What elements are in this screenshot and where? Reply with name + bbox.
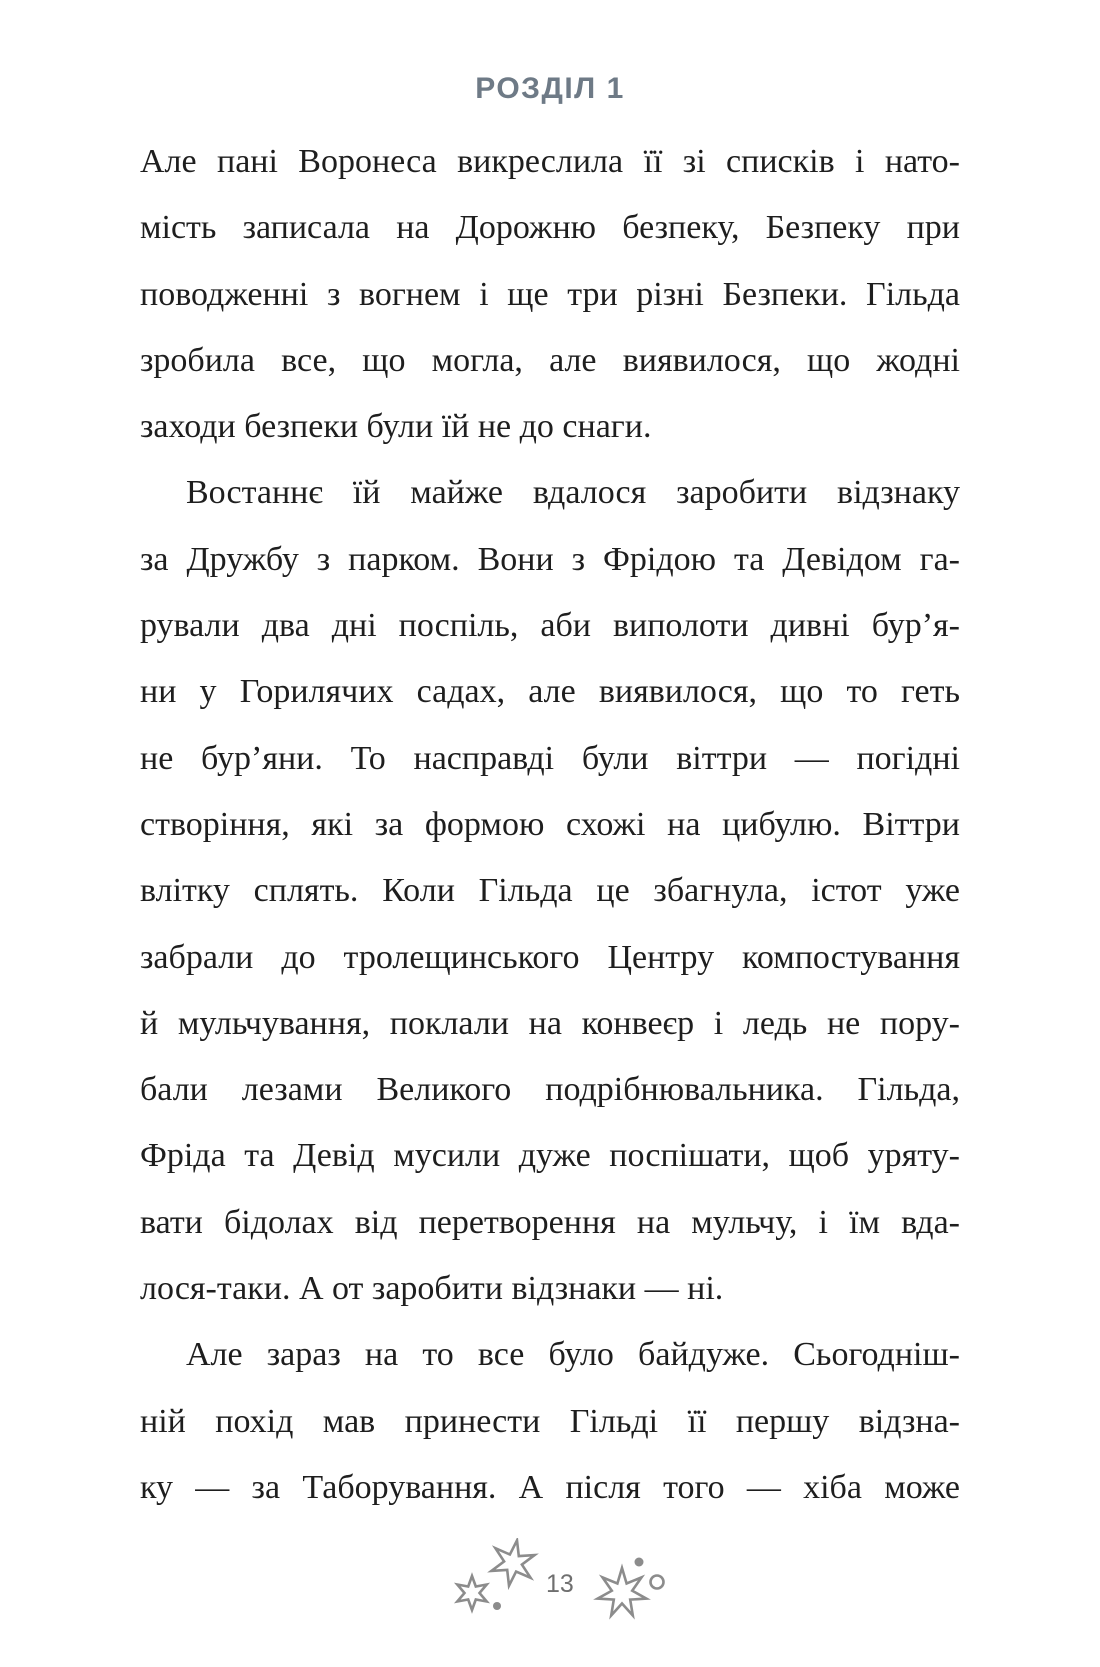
text-line: й мульчування, поклали на конвеєр і ледь не пору- [140, 1004, 960, 1042]
page-number: 13 [546, 1570, 574, 1598]
text-line: зробила все, що могла, але виявилося, що жодні [140, 341, 960, 379]
seven-point-star-icon [598, 1568, 647, 1616]
text-line: заходи безпеки були їй не до снаги. [140, 408, 652, 446]
text-line: ни у Горилячих садах, але виявилося, що то геть [140, 673, 960, 711]
text-line: мість записала на Дорожню безпеку, Безпеку при [140, 209, 960, 247]
chapter-heading: РОЗДІЛ 1 [475, 72, 625, 105]
text-line: ній похід мав принести Гільді її першу відзна- [140, 1402, 960, 1440]
dot-icon [493, 1602, 501, 1610]
text-line: Але зараз на то все було байдуже. Сьогодніш- [186, 1336, 960, 1374]
text-line: забрали до тролещинського Центру компостування [140, 938, 960, 976]
text-line: Востаннє їй майже вдалося заробити відзнаку [186, 474, 960, 512]
text-line: бали лезами Великого подрібнювальника. Гільда, [140, 1071, 960, 1109]
text-line: Але пані Воронеса викреслила її зі списків і нато- [140, 143, 960, 180]
footer-ornament-group [420, 1538, 680, 1633]
text-line: не бур’яни. То насправді були віттри — погідні [140, 739, 960, 777]
text-line: ку — за Таборування. А після того — хіба може [140, 1468, 960, 1506]
six-point-star-large-icon [491, 1540, 534, 1585]
page-footer [0, 1538, 1100, 1633]
dot-icon [635, 1558, 644, 1567]
text-line: створіння, які за формою схожі на цибулю. Віттри [140, 805, 960, 843]
text-line: влітку сплять. Коли Гільда це збагнула, істот уже [140, 872, 960, 910]
text-line: Фріда та Девід мусили дуже поспішати, щоб уряту- [140, 1137, 960, 1175]
text-line: за Дружбу з парком. Вони з Фрідою та Девідом га- [140, 540, 960, 578]
six-point-star-icon [457, 1576, 486, 1610]
text-line: поводженні з вогнем і ще три різні Безпеки. Гільда [140, 275, 960, 313]
text-line: лося-таки. А от заробити відзнаки — ні. [140, 1270, 724, 1308]
text-line: вати бідолах від перетворення на мульчу, і їм вда- [140, 1203, 960, 1241]
text-line: рували два дні поспіль, аби виполоти дивні бур’я- [140, 607, 960, 645]
body-text [140, 129, 960, 1521]
circle-icon [651, 1576, 664, 1589]
